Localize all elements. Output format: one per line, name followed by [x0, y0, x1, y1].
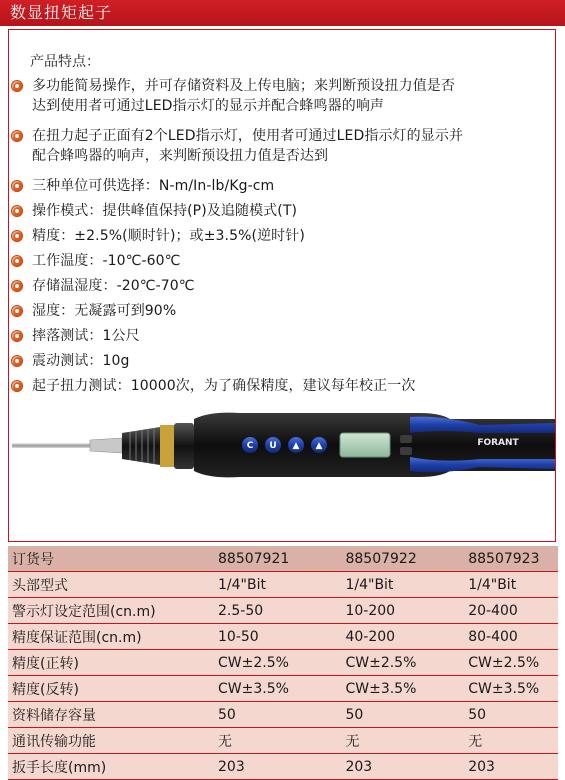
- spec-label: 头部型式: [8, 572, 214, 598]
- spec-value: 203: [341, 754, 464, 780]
- spec-row: [8, 676, 558, 702]
- spec-row: [8, 728, 558, 754]
- spec-value: CW±3.5%: [341, 676, 464, 702]
- collar: [174, 423, 194, 469]
- spec-value: 50: [464, 702, 558, 728]
- spec-value: 203: [214, 754, 341, 780]
- spec-value: 无: [214, 728, 341, 754]
- spec-label: 精度(正转): [8, 650, 214, 676]
- bullet-icon: [12, 306, 22, 316]
- spec-value: 20-400: [464, 598, 558, 624]
- spec-value: CW±2.5%: [341, 650, 464, 676]
- spec-label: 警示灯设定范围(cn.m): [8, 598, 214, 624]
- spec-value: 10-200: [341, 598, 464, 624]
- button-up2-label: ▲: [315, 441, 323, 451]
- torque-screwdriver-image: [10, 405, 555, 485]
- feature-item: [12, 126, 542, 166]
- spec-value: 88507922: [341, 546, 464, 572]
- feature-line: 多功能简易操作，并可存储资料及上传电脑；来判断预设扭力值是否: [32, 78, 455, 94]
- bit-holder: [90, 438, 122, 453]
- feature-line: 在扭力起子正面有2个LED指示灯，使用者可通过LED指示灯的显示并: [32, 128, 464, 144]
- bullet-icon: [12, 256, 22, 266]
- spec-row: [8, 650, 558, 676]
- lcd-display: [340, 433, 390, 457]
- feature-line: 精度：±2.5%(顺时针)；或±3.5%(逆时针): [32, 228, 305, 244]
- bullet-icon: [12, 181, 22, 191]
- feature-item: [12, 76, 542, 116]
- bullet-icon: [12, 331, 22, 341]
- feature-item: [12, 351, 542, 371]
- feature-line: 起子扭力测试：10000次，为了确保精度，建议每年校正一次: [32, 378, 416, 394]
- bit-shaft: [12, 443, 90, 448]
- bullet-icon: [12, 381, 22, 391]
- feature-item: [12, 376, 542, 396]
- spec-value: 10-50: [214, 624, 341, 650]
- feature-line: 工作温度：-10℃-60℃: [32, 253, 181, 269]
- spec-value: CW±2.5%: [214, 650, 341, 676]
- bullet-icon: [12, 356, 22, 366]
- spec-value: 88507923: [464, 546, 558, 572]
- button-up-label: ▲: [292, 441, 300, 451]
- spec-value: CW±3.5%: [464, 676, 558, 702]
- spec-label: 精度保证范围(cn.m): [8, 624, 214, 650]
- spec-value: 无: [464, 728, 558, 754]
- bullet-icon: [12, 206, 22, 216]
- feature-item: [12, 301, 542, 321]
- feature-line: 存储温湿度：-20℃-70℃: [32, 278, 195, 294]
- feature-item: [12, 251, 542, 271]
- feature-line: 达到使用者可通过LED指示灯的显示并配合蜂鸣器的响声: [32, 98, 385, 114]
- spec-value: 1/4"Bit: [464, 572, 558, 598]
- spec-row: [8, 754, 558, 780]
- feature-item: [12, 226, 542, 246]
- spec-table: [8, 546, 558, 780]
- page-title: 数显扭矩起子: [0, 0, 565, 26]
- feature-item: [12, 176, 542, 196]
- spec-value: 203: [464, 754, 558, 780]
- spec-value: 80-400: [464, 624, 558, 650]
- feature-line: 三种单位可供选择：N-m/In-lb/Kg-cm: [32, 178, 275, 194]
- feature-item: [12, 201, 542, 221]
- spec-value: CW±3.5%: [214, 676, 341, 702]
- gold-collar: [160, 425, 174, 467]
- spec-label: 订货号: [8, 546, 214, 572]
- spec-value: 1/4"Bit: [341, 572, 464, 598]
- spec-value: 50: [341, 702, 464, 728]
- button-u-label: U: [269, 441, 277, 451]
- spec-label: 资料储存容量: [8, 702, 214, 728]
- spec-value: CW±2.5%: [464, 650, 558, 676]
- spec-row: [8, 598, 558, 624]
- features-heading: 产品特点：: [30, 54, 100, 70]
- feature-line: 操作模式：提供峰值保持(P)及追随模式(T): [32, 203, 298, 219]
- feature-line: 配合蜂鸣器的响声，来判断预设扭力值是否达到: [32, 148, 329, 164]
- spec-value: 50: [214, 702, 341, 728]
- spec-row: [8, 546, 558, 572]
- spec-label: 精度(反转): [8, 676, 214, 702]
- spec-value: 1/4"Bit: [214, 572, 341, 598]
- bullet-icon: [12, 281, 22, 291]
- feature-line: 摔落测试：1公尺: [32, 328, 140, 344]
- feature-line: 震动测试：10g: [32, 353, 130, 369]
- spec-value: 无: [341, 728, 464, 754]
- spec-label: 通讯传输功能: [8, 728, 214, 754]
- spec-value: 88507921: [214, 546, 341, 572]
- led-indicator-1: [400, 435, 412, 443]
- spec-row: [8, 702, 558, 728]
- spec-label: 扳手长度(mm): [8, 754, 214, 780]
- brand-logo: FORANT: [477, 438, 519, 448]
- bullet-icon: [12, 81, 22, 91]
- spec-row: [8, 572, 558, 598]
- feature-item: [12, 276, 542, 296]
- bullet-icon: [12, 131, 22, 141]
- bullet-icon: [12, 231, 22, 241]
- feature-line: 湿度：无凝露可到90%: [32, 303, 177, 319]
- spec-value: 2.5-50: [214, 598, 341, 624]
- spec-value: 40-200: [341, 624, 464, 650]
- spec-row: [8, 624, 558, 650]
- button-c-label: C: [246, 441, 254, 451]
- led-indicator-2: [400, 447, 412, 455]
- feature-item: [12, 326, 542, 346]
